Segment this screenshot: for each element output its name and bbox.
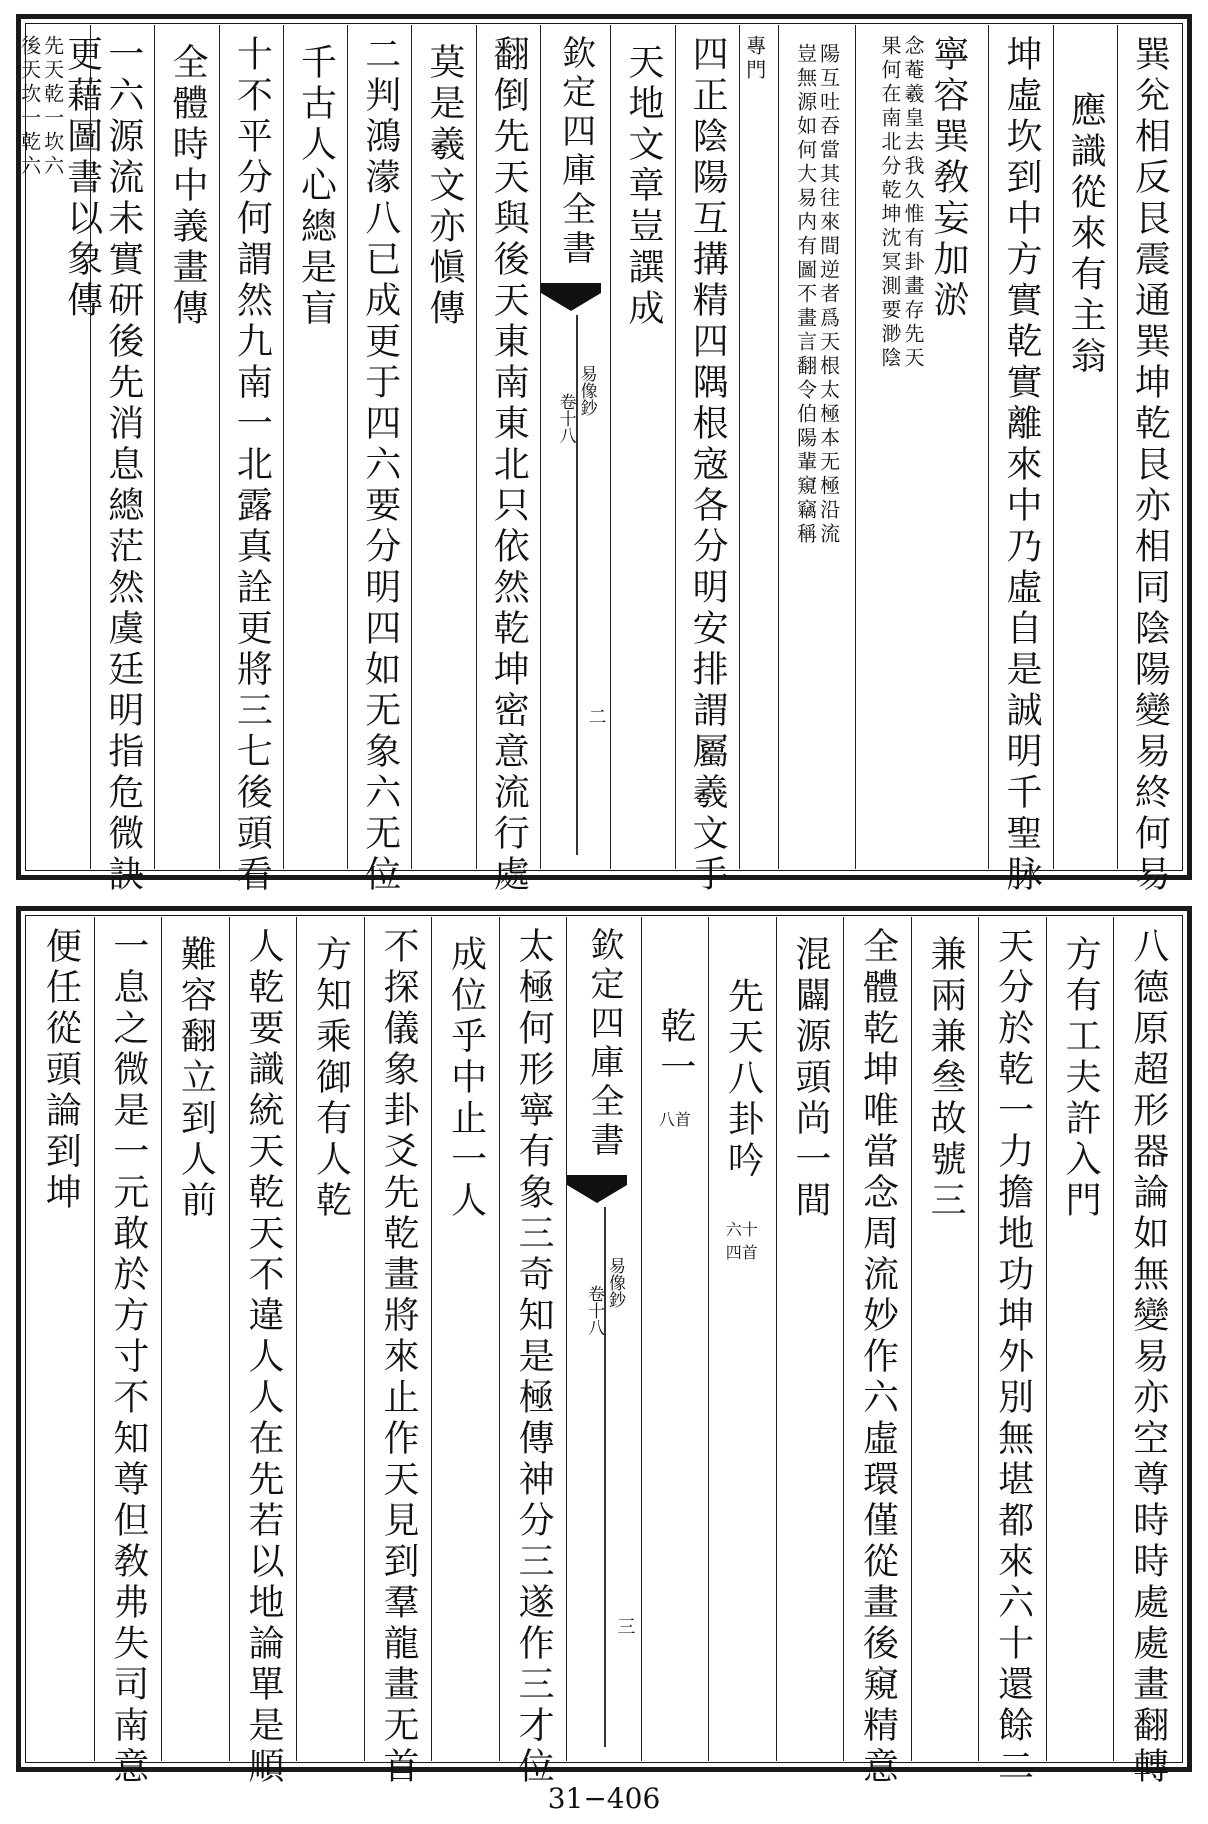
juan-label: 卷十八 <box>555 393 576 444</box>
page-number: 31−406 <box>547 1782 661 1815</box>
text-column: 太極何形寧有象三奇知是極傳神分三遂作三才位 <box>499 917 567 1761</box>
text-column: 方知乘御有人乾 <box>296 917 364 1761</box>
fold-book-info <box>584 1257 626 1336</box>
lower-page-frame <box>16 906 1192 1788</box>
text-column: 四正陰陽互搆精四隅根宼各分明安排謂屬羲文手 <box>675 25 739 869</box>
upper-page-columns <box>17 25 1181 896</box>
commentary-column <box>778 25 855 869</box>
fish-tail-mark <box>541 283 601 313</box>
lower-page-columns <box>27 917 1181 1788</box>
text-column: 一六源流未實研後先消息總茫然虞廷明指危微訣 <box>90 25 154 869</box>
text-column: 全體時中義畫傳 <box>154 25 218 869</box>
text-column: 坤虛坎到中方實乾實離來中乃虛自是誠明千聖脉 <box>988 25 1052 869</box>
text-column: 巽兊相反艮震通巽坤乾艮亦相同陰陽變易終何易 <box>1117 25 1181 869</box>
text-column: 兼兩兼叄故號三 <box>911 917 979 1761</box>
commentary-note: 果何在南北分乾坤沈冥測要渺陰 <box>877 35 902 371</box>
section-title-column <box>708 917 776 1761</box>
subsection-count: 八首 <box>658 1110 691 1129</box>
poem-line: 更藉圖書以象傳 <box>61 35 103 322</box>
text-column: 成位乎中止一人 <box>431 917 499 1761</box>
text-column-with-note <box>17 25 103 869</box>
text-column: 天地文章豈譔成 <box>610 25 674 869</box>
text-column: 難容翻立到人前 <box>161 917 229 1761</box>
text-column: 八德原超形器論如無變易亦空尊時時處處畫翻轉 <box>1113 917 1181 1761</box>
fold-header: 欽定四庫全書 <box>555 35 596 269</box>
text-column: 方有工夫許入門 <box>1046 917 1114 1761</box>
section-count: 六十四首 <box>725 1220 758 1262</box>
book-title: 易像鈔 <box>605 1257 626 1308</box>
poem-line: 寧容巽敎妄加淤 <box>927 35 969 322</box>
subsection-title: 乾一 <box>654 1007 696 1089</box>
text-column: 天分於乾一力擔地功坤外別無堪都來六十還餘二 <box>978 917 1046 1761</box>
fold-page-number: 二 <box>585 707 607 725</box>
text-column: 全體乾坤唯當念周流妙作六虛環僅從畫後窺精意 <box>843 917 911 1761</box>
fish-tail-mark <box>567 1175 627 1205</box>
fold-page-number: 三 <box>614 1617 636 1635</box>
commentary-note: 先天乾一坎六 <box>40 35 65 179</box>
commentary-note: 後天坎一乾六 <box>17 35 42 179</box>
text-column: 十不平分何謂然九南一北露真詮更將三七後頭看 <box>219 25 283 869</box>
text-column: 便任從頭論到坤 <box>40 927 82 1214</box>
juan-label: 卷十八 <box>584 1285 605 1336</box>
text-column: 莫是羲文亦愼傳 <box>411 25 475 869</box>
fold-book-info <box>557 365 595 444</box>
text-column: 一息之微是一元敢於方寸不知尊但敎弗失司南意 <box>94 917 162 1761</box>
book-title: 易像鈔 <box>576 365 597 416</box>
text-column: 千古人心總是盲 <box>283 25 347 869</box>
text-column: 不探儀象卦爻先乾畫將來止作天見到羣龍畫无首 <box>364 917 432 1761</box>
text-column: 混闢源頭尚一間 <box>776 917 844 1761</box>
text-column: 人乾要識統天乾天不違人人在先若以地論單是順 <box>229 917 297 1761</box>
section-title: 先天八卦吟 <box>722 977 764 1182</box>
commentary-column <box>739 25 778 869</box>
commentary-note: 專門 <box>742 35 767 83</box>
commentary-note: 念菴羲皇去我久惟有卦畫存先天 <box>900 35 925 371</box>
fold-header: 欽定四庫全書 <box>584 927 625 1161</box>
text-column-with-note <box>855 25 989 869</box>
commentary-note: 豈無源如何大易内有圖不畫言翻令伯陽輩窺竊稱 <box>793 43 818 547</box>
fold-column <box>566 917 640 1761</box>
text-column: 翻倒先天與後天東南東北只依然乾坤密意流行處 <box>476 25 540 869</box>
fold-column <box>540 25 611 869</box>
section-title-column <box>641 917 709 1761</box>
commentary-note: 陽互吐吞當其往來間逆者爲天根太極本无極沿流 <box>816 43 841 547</box>
text-column: 二判鴻濛八已成更于四六要分明四如无象六无位 <box>347 25 411 869</box>
upper-page-frame <box>16 14 1192 896</box>
text-column: 應識從來有主翁 <box>1053 25 1117 869</box>
